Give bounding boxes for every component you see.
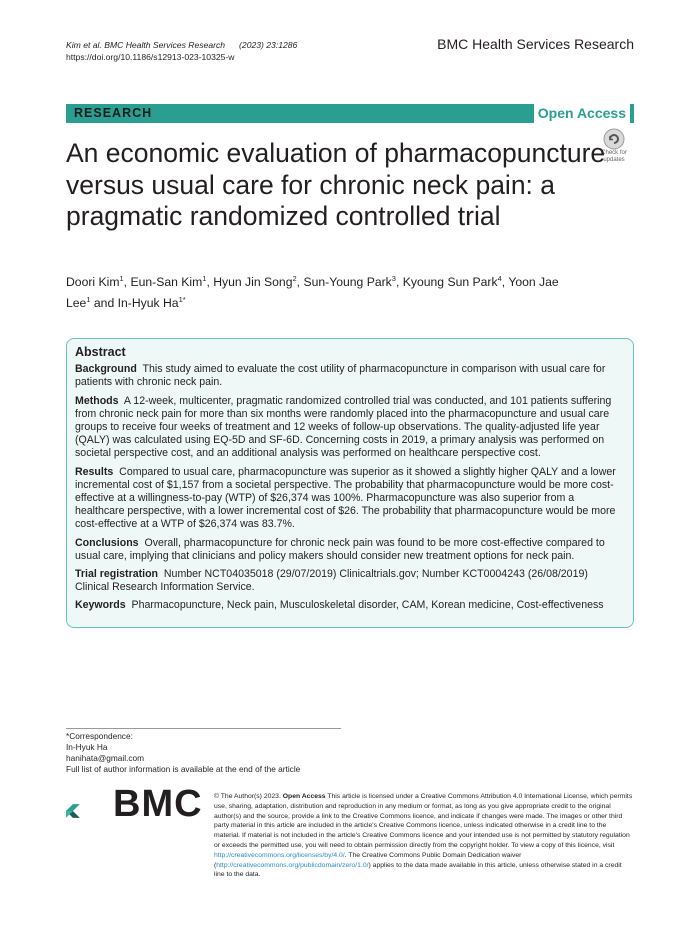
author-name: In-Hyuk Ha [117, 296, 179, 311]
author-affiliation: 1 [119, 274, 124, 283]
author-name: Hyun Jin Song [213, 275, 293, 290]
bmc-logo-icon [66, 789, 110, 833]
citation-authors: Kim et al. BMC Health Services Research [66, 40, 226, 50]
author-affiliation: 2 [292, 274, 297, 283]
author-list: Doori Kim$^1$, Eun-San Kim$^1$, Hyun Jin Song$^2$, Sun-Young Park$^3$, Kyoung Sun Park$^4$, Yoon Jae Lee$^1$ and In-Hyuk $Ha^{1*}$ [66, 274, 559, 311]
license-body: This article is licensed under a Creative Commons Attribution 4.0 International License, which permits use, sharing, adaptation, distribution and reproduction in any medium or format, as long as you give appropriate credit to the original author(s) and the source, provide a link to the Creative Commons licence, and indicate if changes were made. The images or other third party material in this article are included in the article's Creative Commons licence, unless indicated otherwise in a credit line to the material. If material is not included in the article's Creative Commons licence and your intended use is not permitted by statutory regulation or exceeds the permitted use, you will need to obtain permission directly from the copyright holder. To view a copy of this licence, visit [214, 793, 633, 849]
section-text: Overall, pharmacopuncture for chronic neck pain was found to be more cost-effective compared to usual care, implying that clinicians and policy makers should consider new treatment options for neck pain. [75, 536, 605, 562]
section-label: Conclusions [75, 536, 139, 549]
footnote-divider [66, 728, 341, 729]
article-type-label: RESEARCH [74, 106, 153, 120]
author-affiliation: 1 [86, 295, 91, 305]
abstract-heading: Abstract [75, 345, 126, 359]
section-text: Compared to usual care, pharmacopuncture was superior as it showed a slightly higher QALY and a lower incremental cost of $1,157 from a societal perspective. The probability that pharmacopuncture would be more cost-effective at a willingness-to-pay (WTP) of $26,374 was 100%. Pharmacopuncture was also superior from a healthcare perspective, with a lower incremental cost of $26. The probability that pharmacopuncture would be more cost-effective at a WTP of $26,374 was 83.7%. [75, 465, 616, 531]
citation-block [66, 39, 297, 63]
abstract-conclusions [75, 537, 624, 563]
section-text: Number NCT04035018 (29/07/2019) Clinicaltrials.gov; Number KCT0004243 (26/08/2019) Clinical Research Information Service. [75, 568, 588, 594]
author-affiliation: 4 [497, 274, 502, 283]
license-body-2: . The Creative Commons Public Domain Dedication waiver ( [214, 851, 522, 869]
abstract-results [75, 466, 624, 532]
abstract-methods [75, 395, 624, 461]
abstract-box [66, 338, 634, 628]
section-label: Keywords [75, 599, 126, 612]
license-open-access: Open Access [282, 793, 326, 800]
bmc-logo-text: BMC [113, 783, 203, 825]
open-access-badge: Open Access [534, 104, 630, 123]
author-name: Doori Kim [66, 275, 120, 290]
journal-name: BMC Health Services Research [437, 36, 634, 52]
section-label: Results [75, 465, 114, 478]
author-name: Sun-Young Park [303, 275, 392, 290]
section-label: Background [75, 363, 137, 376]
author-affiliation: 1* [178, 295, 186, 305]
abstract-background [75, 363, 624, 389]
author-affiliation: 1 [202, 274, 207, 283]
author-name: Yoon Jae Lee [66, 275, 559, 311]
article-title: An economic evaluation of pharmacopuncture versus usual care for chronic neck pain: a pragmatic randomized controlled trial [66, 138, 606, 231]
author-info-note: Full list of author information is available at the end of the article [66, 764, 301, 774]
license-text [214, 792, 634, 880]
section-label: Methods [75, 394, 119, 407]
license-copyright: © The Author(s) 2023. [214, 793, 281, 800]
correspondence-name: In-Hyuk Ha [66, 742, 108, 752]
section-text: Pharmacopuncture, Neck pain, Musculoskeletal disorder, CAM, Korean medicine, Cost-effectiveness [131, 599, 604, 612]
license-link-zero[interactable]: http://creativecommons.org/publicdomain/zero/1.0/ [216, 861, 369, 869]
license-link-by[interactable]: http://creativecommons.org/licenses/by/4.0/ [214, 851, 345, 859]
doi-link[interactable]: https://doi.org/10.1186/s12913-023-10325-w [66, 52, 235, 62]
author-name: Kyoung Sun Park [402, 275, 498, 290]
license-body-3: ) applies to the data made available in this article, unless otherwise stated in a credit line to the data. [214, 861, 622, 879]
section-label: Trial registration [75, 568, 159, 581]
article-type-banner [66, 104, 634, 123]
check-updates-label: Check for updates [601, 150, 627, 163]
abstract-trial-registration [75, 568, 624, 594]
correspondence-label: *Correspondence: [66, 731, 133, 741]
section-text: This study aimed to evaluate the cost utility of pharmacopuncture in comparison with usual care for patients with chronic neck pain. [75, 363, 606, 389]
author-name: Eun-San Kim [130, 275, 203, 290]
author-affiliation: 3 [391, 274, 396, 283]
abstract-keywords [75, 599, 624, 612]
citation-year: (2023) 23:1286 [239, 40, 298, 50]
section-text: A 12-week, multicenter, pragmatic randomized controlled trial was conducted, and 101 patients suffering from chronic neck pain for more than six months were randomly placed into the pharmacopuncture and usual care groups to receive four weeks of treatment and 12 weeks of follow-up observations. The quality-adjusted life year (QALY) was calculated using EQ-5D and SF-6D. Concerning costs in 2019, a primary analysis was performed on societal perspective cost, and an additional analysis was performed on healthcare perspective cost. [75, 394, 612, 460]
correspondence-email[interactable]: hanihata@gmail.com [66, 753, 145, 763]
correspondence-block [66, 731, 300, 775]
